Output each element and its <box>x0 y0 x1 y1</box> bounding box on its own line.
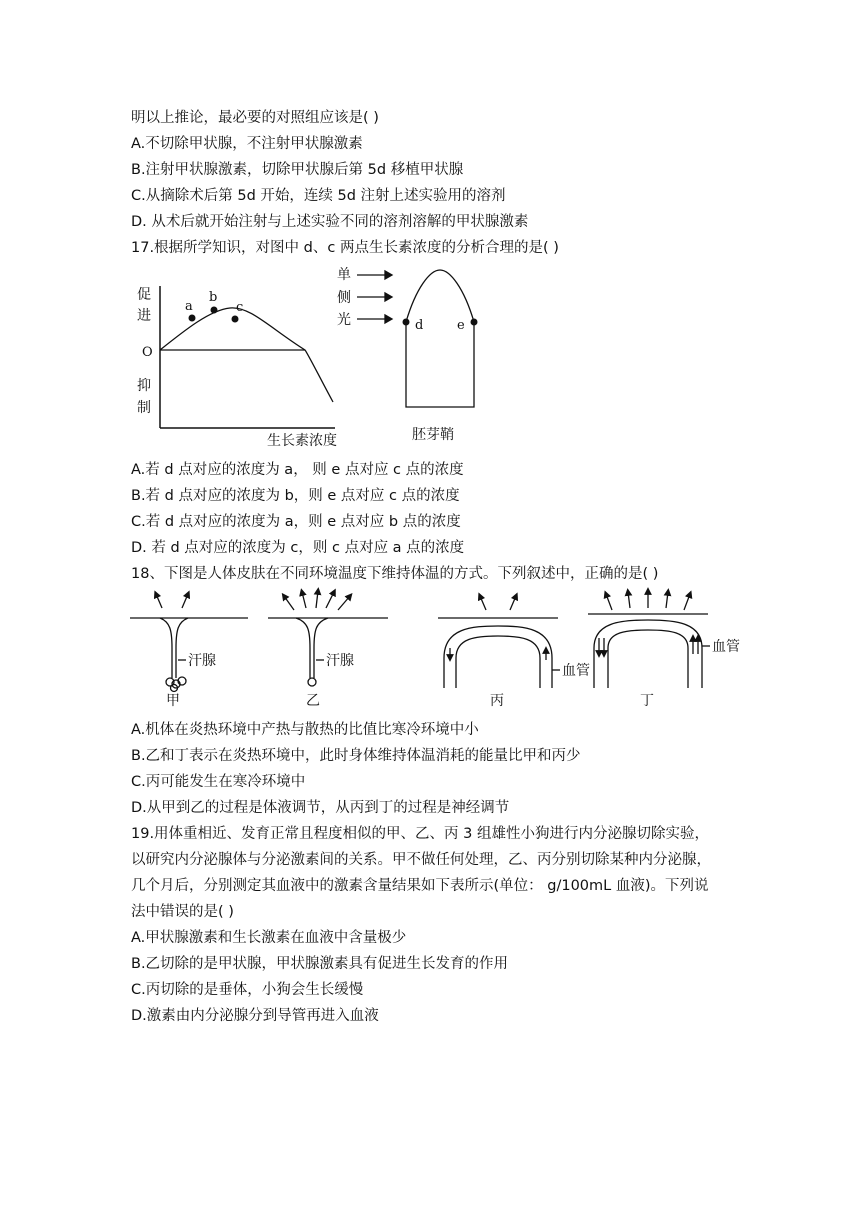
q19-stem-line-1: 19.用体重相近、发育正常且程度相似的甲、乙、丙 3 组雄性小狗进行内分泌腺切除实验， <box>131 826 709 842</box>
coleoptile-e-label: e <box>457 318 465 333</box>
q17-option-c: C.若 d 点对应的浓度为 a，则 e 点对应 b 点的浓度 <box>131 514 461 530</box>
graph-point-b <box>211 307 218 314</box>
q17-stem: 17.根据所学知识，对图中 d、c 两点生长素浓度的分析合理的是( ) <box>131 240 559 256</box>
graph-ylabel-inhibit-1: 抑 <box>137 378 151 394</box>
q18-stem: 18、下图是人体皮肤在不同环境温度下维持体温的方式。下列叙述中，正确的是( ) <box>131 566 659 582</box>
panel-yi-label: 汗腺 <box>326 653 354 669</box>
panel-yi <box>268 591 388 686</box>
q18-option-b: B.乙和丁表示在炎热环境中，此时身体维持体温消耗的能量比甲和丙少 <box>131 748 581 764</box>
panel-ding-label: 血管 <box>712 639 740 655</box>
q18-option-a: A.机体在炎热环境中产热与散热的比值比寒冷环境中小 <box>131 722 479 738</box>
coleoptile-point-d <box>403 319 410 326</box>
graph-point-c-label: c <box>236 300 244 315</box>
graph-ylabel-inhibit-2: 制 <box>137 400 151 416</box>
q17-option-d: D. 若 d 点对应的浓度为 c，则 c 点对应 a 点的浓度 <box>131 540 465 556</box>
panel-bing <box>438 596 560 688</box>
graph-point-b-label: b <box>209 290 218 305</box>
q16-option-c: C.从摘除术后第 5d 开始，连续 5d 注射上述实验用的溶剂 <box>131 188 506 204</box>
light-arrows <box>357 271 392 323</box>
skin-thermoregulation-figure <box>128 588 740 709</box>
light-label-1: 单 <box>337 267 351 283</box>
graph-xlabel: 生长素浓度 <box>267 433 337 449</box>
graph-ylabel-promote-2: 进 <box>137 308 151 324</box>
q18-option-d: D.从甲到乙的过程是体液调节，从丙到丁的过程是神经调节 <box>131 800 510 816</box>
coleoptile-caption: 胚芽鞘 <box>412 427 454 443</box>
q19-stem-line-3: 几个月后，分别测定其血液中的激素含量结果如下表所示(单位： g/100mL 血液)。下列说 <box>131 878 709 894</box>
q19-stem-line-4: 法中错误的是( ) <box>131 904 234 920</box>
panel-bing-caption: 丙 <box>490 693 504 709</box>
panel-jia-caption: 甲 <box>166 693 180 709</box>
q17-option-b: B.若 d 点对应的浓度为 b，则 e 点对应 c 点的浓度 <box>131 488 460 504</box>
coleoptile-point-e <box>471 319 478 326</box>
q19-option-b: B.乙切除的是甲状腺，甲状腺激素具有促进生长发育的作用 <box>131 956 509 972</box>
panel-bing-label: 血管 <box>562 663 590 679</box>
q16-option-d: D. 从术后就开始注射与上述实验不同的溶剂溶解的甲状腺激素 <box>131 214 529 230</box>
panel-yi-caption: 乙 <box>306 693 320 709</box>
graph-point-a-label: a <box>185 299 193 314</box>
light-label-3: 光 <box>337 312 351 328</box>
q16-option-b: B.注射甲状腺激素，切除甲状腺后第 5d 移植甲状腺 <box>131 162 464 178</box>
q19-option-d: D.激素由内分泌腺分到导管再进入血液 <box>131 1008 379 1024</box>
graph-point-a <box>189 315 196 322</box>
panel-jia-label: 汗腺 <box>188 653 216 669</box>
graph-origin-label: O <box>142 345 153 360</box>
q19-option-c: C.丙切除的是垂体，小狗会生长缓慢 <box>131 982 364 998</box>
q18-option-c: C.丙可能发生在寒冷环境中 <box>131 774 306 790</box>
coleoptile-d-label: d <box>415 318 424 333</box>
graph-ylabel-promote-1: 促 <box>137 287 151 303</box>
q17-option-a: A.若 d 点对应的浓度为 a， 则 e 点对应 c 点的浓度 <box>131 462 464 478</box>
q16-stem-end: 明以上推论，最必要的对照组应该是( ) <box>131 110 379 126</box>
panel-jia <box>130 594 248 692</box>
panel-ding <box>588 591 710 688</box>
panel-ding-caption: 丁 <box>640 693 654 709</box>
q16-option-a: A.不切除甲状腺，不注射甲状腺激素 <box>131 136 363 152</box>
q19-option-a: A.甲状腺激素和生长激素在血液中含量极少 <box>131 930 407 946</box>
light-label-2: 侧 <box>337 290 351 306</box>
q19-stem-line-2: 以研究内分泌腺体与分泌激素间的关系。甲不做任何处理，乙、丙分别切除某种内分泌腺， <box>131 852 711 868</box>
graph-point-c <box>232 316 239 323</box>
coleoptile-diagram <box>330 262 490 447</box>
